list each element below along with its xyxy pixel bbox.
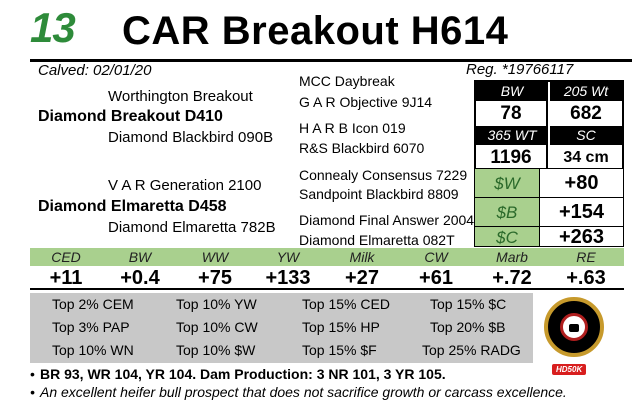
epd-label: RE	[576, 249, 596, 265]
percentile-item: Top 2% CEM	[52, 296, 134, 312]
footer-line-1: BR 93, WR 104, YR 104. Dam Production: 3 NR 101, 3 YR 105.	[40, 366, 446, 382]
percentile-item: Top 15% $C	[430, 296, 507, 312]
epd-value: +133	[265, 267, 311, 289]
percentile-item: Top 10% CW	[176, 319, 258, 335]
pedigree-ext: R&S Blackbird 6070	[299, 140, 425, 156]
index-label: $C	[474, 226, 540, 247]
percentile-item: Top 15% HP	[302, 319, 380, 335]
epd-label: BW	[128, 249, 152, 265]
percentile-item: Top 10% $W	[176, 342, 256, 358]
epd-value: +11	[49, 267, 83, 289]
percentile-item: Top 15% CED	[302, 296, 390, 312]
epd-label: CW	[424, 249, 448, 265]
epd-label: Marb	[496, 249, 528, 265]
epd-label-row	[30, 248, 624, 266]
lot-number: 13	[30, 4, 75, 51]
bullet-icon: •	[30, 384, 35, 400]
pedigree-ext: G A R Objective 9J14	[299, 94, 433, 110]
epd-value: +0.4	[120, 267, 160, 289]
percentile-item: Top 20% $B	[430, 319, 506, 335]
hd50k-logo: HD50K	[552, 364, 586, 375]
calved-date: Calved: 02/01/20	[38, 62, 152, 79]
epd-value: +61	[419, 267, 453, 289]
bw-value: 78	[476, 101, 548, 126]
epd-label: CED	[51, 249, 81, 265]
footer-stats	[30, 365, 446, 383]
sire-sire: Worthington Breakout	[108, 88, 253, 105]
index-value: +80	[539, 168, 624, 198]
epd-value: +.72	[492, 267, 532, 289]
percentile-ranks	[30, 293, 533, 363]
dam: Diamond Elmaretta D458	[38, 198, 227, 215]
epd-value: +.63	[566, 267, 606, 289]
w205-value: 682	[570, 103, 602, 124]
pedigree-ext: MCC Daybreak	[299, 73, 395, 89]
w365-value: 1196	[476, 145, 548, 170]
footer-line-2: An excellent heifer bull prospect that does not sacrifice growth or carcass excellence.	[40, 384, 567, 400]
percentile-item: Top 15% $F	[302, 342, 377, 358]
certification-seal-icon	[544, 297, 604, 357]
pedigree-ext: Diamond Elmaretta 082T	[299, 232, 455, 248]
bw-label: BW	[476, 82, 548, 101]
epd-value: +75	[198, 267, 232, 289]
animal-name: CAR Breakout H614	[122, 9, 509, 53]
percentile-item: Top 10% YW	[176, 296, 257, 312]
weights-box	[474, 80, 624, 170]
index-label: $W	[474, 168, 540, 198]
pedigree-ext: Sandpoint Blackbird 8809	[299, 186, 459, 202]
dam-sire: V A R Generation 2100	[108, 177, 262, 194]
sc-label: SC	[550, 126, 622, 145]
cow-icon	[569, 324, 579, 332]
epd-value: +27	[345, 267, 379, 289]
sc-value: 34 cm	[563, 149, 609, 166]
percentile-item: Top 25% RADG	[422, 342, 521, 358]
sire-dam: Diamond Blackbird 090B	[108, 129, 274, 146]
w205-label: 205 Wt	[550, 82, 622, 101]
dam-dam: Diamond Elmaretta 782B	[108, 219, 276, 236]
index-value: +154	[539, 197, 624, 227]
pedigree-ext: Connealy Consensus 7229	[299, 167, 468, 183]
pedigree-ext: H A R B Icon 019	[299, 120, 406, 136]
seal-center	[560, 313, 588, 341]
sire: Diamond Breakout D410	[38, 108, 223, 125]
epd-label: YW	[276, 249, 300, 265]
percentile-item: Top 10% WN	[52, 342, 134, 358]
epd-label: Milk	[349, 249, 375, 265]
registration-number: Reg. *19766117	[466, 61, 574, 78]
footer-comment	[30, 383, 567, 401]
percentile-item: Top 3% PAP	[52, 319, 130, 335]
pedigree-ext: Diamond Final Answer 2004	[299, 212, 475, 228]
epd-value-row	[30, 266, 624, 290]
index-value: +263	[539, 226, 624, 247]
w365-label: 365 WT	[476, 126, 548, 145]
bullet-icon: •	[30, 366, 35, 382]
epd-label: WW	[201, 249, 229, 265]
index-label: $B	[474, 197, 540, 227]
